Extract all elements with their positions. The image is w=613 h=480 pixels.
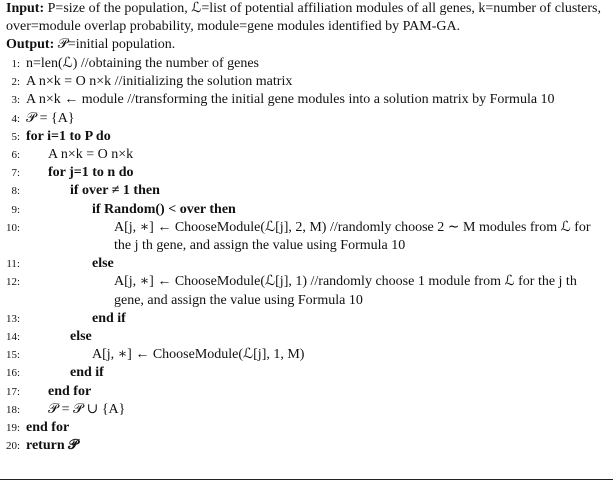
algo-line-19 — [0, 419, 611, 437]
line-text: end for — [48, 383, 92, 399]
line-text: if over ≠ 1 then — [70, 183, 160, 199]
line-number: 16: — [5, 367, 20, 380]
output-text: 𝒫=initial population. — [57, 37, 176, 52]
algo-line-1 — [0, 55, 611, 73]
algo-line-15 — [0, 346, 611, 364]
line-number: 8: — [11, 185, 20, 198]
output-label: Output: — [6, 37, 55, 52]
line-number: 14: — [5, 331, 20, 344]
line-number: 19: — [5, 422, 20, 435]
algo-line-8 — [0, 182, 611, 200]
algo-line-7 — [0, 164, 611, 182]
algo-line-14 — [0, 328, 611, 346]
algo-line-12 — [0, 273, 611, 309]
algo-line-13 — [0, 310, 611, 328]
line-number: 12: — [5, 276, 20, 289]
algo-line-10 — [0, 219, 611, 255]
line-number: 11: — [6, 258, 20, 271]
line-number: 7: — [11, 167, 20, 180]
line-number: 17: — [5, 385, 20, 398]
line-text: if Random() < over then — [92, 201, 236, 217]
algorithm-lines — [0, 55, 611, 455]
algo-line-4 — [0, 110, 611, 128]
algo-line-5 — [0, 128, 611, 146]
line-text: end if — [70, 365, 104, 381]
line-text: else — [92, 256, 114, 272]
algo-line-20 — [0, 437, 611, 455]
algo-line-11 — [0, 255, 611, 273]
line-number: 4: — [11, 112, 20, 125]
algo-line-18 — [0, 401, 611, 419]
line-number: 1: — [11, 58, 20, 70]
input-label: Input: — [6, 1, 45, 16]
line-number: 2: — [11, 76, 20, 89]
line-number: 3: — [11, 94, 20, 107]
output-spec — [6, 36, 611, 54]
input-text: P=size of the population, ℒ=list of potential affiliation modules of all genes, k=number of clusters, over=module overlap probability, module=gene modules identified by PAM-GA. — [6, 1, 601, 34]
line-number: 18: — [5, 403, 20, 416]
algo-line-2 — [0, 73, 611, 91]
line-text: A n×k ← module //transforming the initial gene modules into a solution matrix by Formula 10 — [26, 92, 555, 108]
line-text: for j=1 to n do — [48, 165, 134, 181]
algo-line-6 — [0, 146, 611, 164]
line-text: 𝒫 = 𝒫 ∪ {A} — [48, 401, 126, 417]
line-number: 10: — [5, 221, 20, 234]
algo-line-16 — [0, 364, 611, 382]
line-number: 6: — [11, 149, 20, 162]
line-text: A[j, ∗] ← ChooseModule(ℒ[j], 1) //randomly choose 1 module from ℒ for the j th gene, and assign the value using Formula 10 — [114, 274, 577, 308]
input-spec — [6, 0, 611, 36]
line-number: 20: — [5, 440, 20, 453]
line-text: n=len(ℒ) //obtaining the number of genes — [26, 56, 259, 71]
line-text: for i=1 to P do — [26, 128, 111, 144]
line-text: else — [70, 329, 92, 345]
line-number: 5: — [11, 130, 20, 143]
line-text: end for — [26, 420, 70, 436]
line-text: A[j, ∗] ← ChooseModule(ℒ[j], 1, M) — [92, 347, 305, 363]
line-text: end if — [92, 310, 126, 326]
line-number: 13: — [5, 312, 20, 325]
line-text: A n×k = O n×k //initializing the solution matrix — [26, 74, 293, 90]
line-text: A n×k = O n×k — [48, 147, 134, 163]
line-number: 15: — [5, 349, 20, 362]
algo-line-9 — [0, 201, 611, 219]
line-text: return 𝒫 — [26, 438, 79, 454]
line-number: 9: — [11, 203, 20, 216]
algo-line-3 — [0, 91, 611, 109]
algo-line-17 — [0, 383, 611, 401]
line-text: 𝒫 = {A} — [26, 110, 75, 126]
line-text: A[j, ∗] ← ChooseModule(ℒ[j], 2, M) //randomly choose 2 ∼ M modules from ℒ for the j th gene, and assign the value using Formula 10 — [114, 219, 591, 254]
